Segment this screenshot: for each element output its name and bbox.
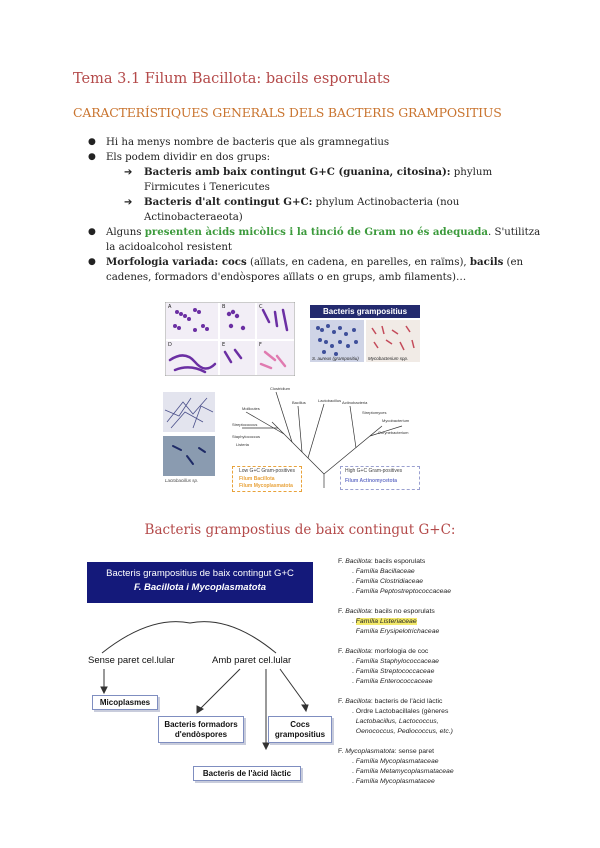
tree-label: Lactobacillus [318,398,342,403]
micrograph-caption-1: S. aureus (grampositiu) [312,356,359,361]
list-item: ● Morfologia variada: cocs (aïllats, en cadena, en parelles, en raïms), bacils (en cadenes, formadors d'endòspores aïllats o en grups, amb filaments)… [88,256,524,283]
low-gc-box: Low G+C Gram-positives Filum Bacillota Filum Mycoplasmatota [232,466,302,492]
tree-label: Mycobacterium [382,418,410,423]
amb-paret-node: Amb paret cel.lular [212,655,292,666]
panel-label-e: E [222,342,226,348]
group-heading: F. Bacillota: bacils no esporulats [338,608,435,615]
tree-label: Mollicutes [242,406,260,411]
list-item: ● Hi ha menys nombre de bacteris que als gramnegatius [88,137,390,148]
morphology-panels [165,302,295,376]
group-bacils-no-esporulats [338,607,538,637]
sub-list-item: ➔ Bacteris d'alt contingut G+C: phylum Actinobacteria (nou Actinobacteraeota) [124,196,460,223]
list-item: Família Erysipelotrichaceae [355,628,440,635]
morphology-figure [165,302,295,376]
list-item: . Família Mycoplasmataceae [352,758,439,765]
grampositius-banner: Bacteris grampositius [310,305,420,318]
sense-paret-node: Sense paret cel.lular [88,655,175,666]
section-heading: Bacteris grampostius de baix contingut G+C: [144,522,456,538]
tree-label: Bacillus [292,400,306,405]
list-item: . Família Enterococcaceae [352,678,433,685]
micrograph-filaments-image [163,392,215,432]
list-item: ● Els podem dividir en dos grups: [88,152,271,163]
list-item: . Família Listeriaceae [352,618,417,625]
tree-label: Corynebacterium [378,430,409,435]
tree-label: Streptomyces [362,410,387,415]
panel-label-d: D [168,342,172,348]
group-sense-paret [338,747,538,787]
micrograph-lactobacillus-image [163,436,215,476]
micrograph-caption-3: Lactobacillus sp. [165,478,199,483]
list-item: ● Alguns presenten àcids micòlics i la tinció de Gram no és adequada. S'utilitza la acidoalcohol resistent [88,226,541,253]
micoplasmes-box: Micoplasmes [92,695,158,710]
high-gc-box: High G+C Gram-positives Filum Actinomycetota [340,466,420,490]
group-coc [338,647,538,687]
tree-label: Staphylococcus [232,434,261,439]
diagram-header-line2: F. Bacillota i Mycoplasmatota [134,582,266,593]
sub-list-item: ➔ Bacteris amb baix contingut G+C (guanina, citosina): phylum Firmicutes i Tenericutes [124,166,493,193]
group-heading: F. Bacillota: morfologia de coc [338,648,429,655]
panel-label-c: C [259,304,263,310]
cocs-box: Cocs grampositius [268,716,332,743]
list-item: . Família Mycoplasmatacee [352,778,435,785]
micrograph-staph [310,320,364,362]
tree-label: Clostridium [270,386,291,391]
list-item: . Família Metamycoplasmataceae [352,768,454,775]
formadors-box: Bacteris formadors d'endòspores [158,716,244,743]
list-item: Oenococcus, Pediococcus, etc.) [355,728,453,735]
group-acid-lactic [338,697,538,737]
micrograph-myco [366,320,420,362]
tree-label: Streptococcus [232,422,258,427]
list-item: Lactobacillus, Lactococcus, [355,718,439,725]
lactic-box: Bacteris de l'àcid làctic [193,766,301,781]
list-item: . Família Bacillaceae [352,568,415,575]
list-item: . Família Streptococcaceae [352,668,435,675]
list-item: . Família Clostridiaceae [352,578,424,585]
group-heading: F. Bacillota: bacteris de l'àcid làctic [338,698,443,705]
panel-label-a: A [168,304,172,310]
micrograph-lactobacillus [163,436,215,483]
list-item: . Ordre Lactobacillales (gèneres [352,708,449,715]
diagram-header-line1: Bacteris grampositius de baix contingut G+C [106,568,294,579]
arrow-icon: ➔ [124,197,133,208]
micrograph-caption-2: Mycobacterium spp. [368,356,409,361]
bullet-list [88,135,548,285]
diagram-header [87,562,313,603]
list-item: . Família Staphylococcaceae [352,658,439,665]
group-bacils-esporulats [338,557,538,597]
section-subtitle: CARACTERÍSTIQUES GENERALS DELS BACTERIS GRAMPOSITIUS [73,105,502,120]
families-list [338,557,538,797]
arrow-icon: ➔ [124,167,133,178]
group-heading: F. Mycoplasmatota: sense paret [338,748,434,755]
tree-label: Actinobacteria [342,400,368,405]
group-heading: F. Bacillota: bacils esporulats [338,558,426,565]
panel-label-f: F [259,342,262,348]
page-title: Tema 3.1 Filum Bacillota: bacils esporulats [73,71,391,87]
tree-label: Listeria [236,442,249,447]
list-item: . Família Peptostreptococcaceae [352,588,451,595]
micrograph-filaments [163,392,215,432]
panel-label-b: B [222,304,226,310]
